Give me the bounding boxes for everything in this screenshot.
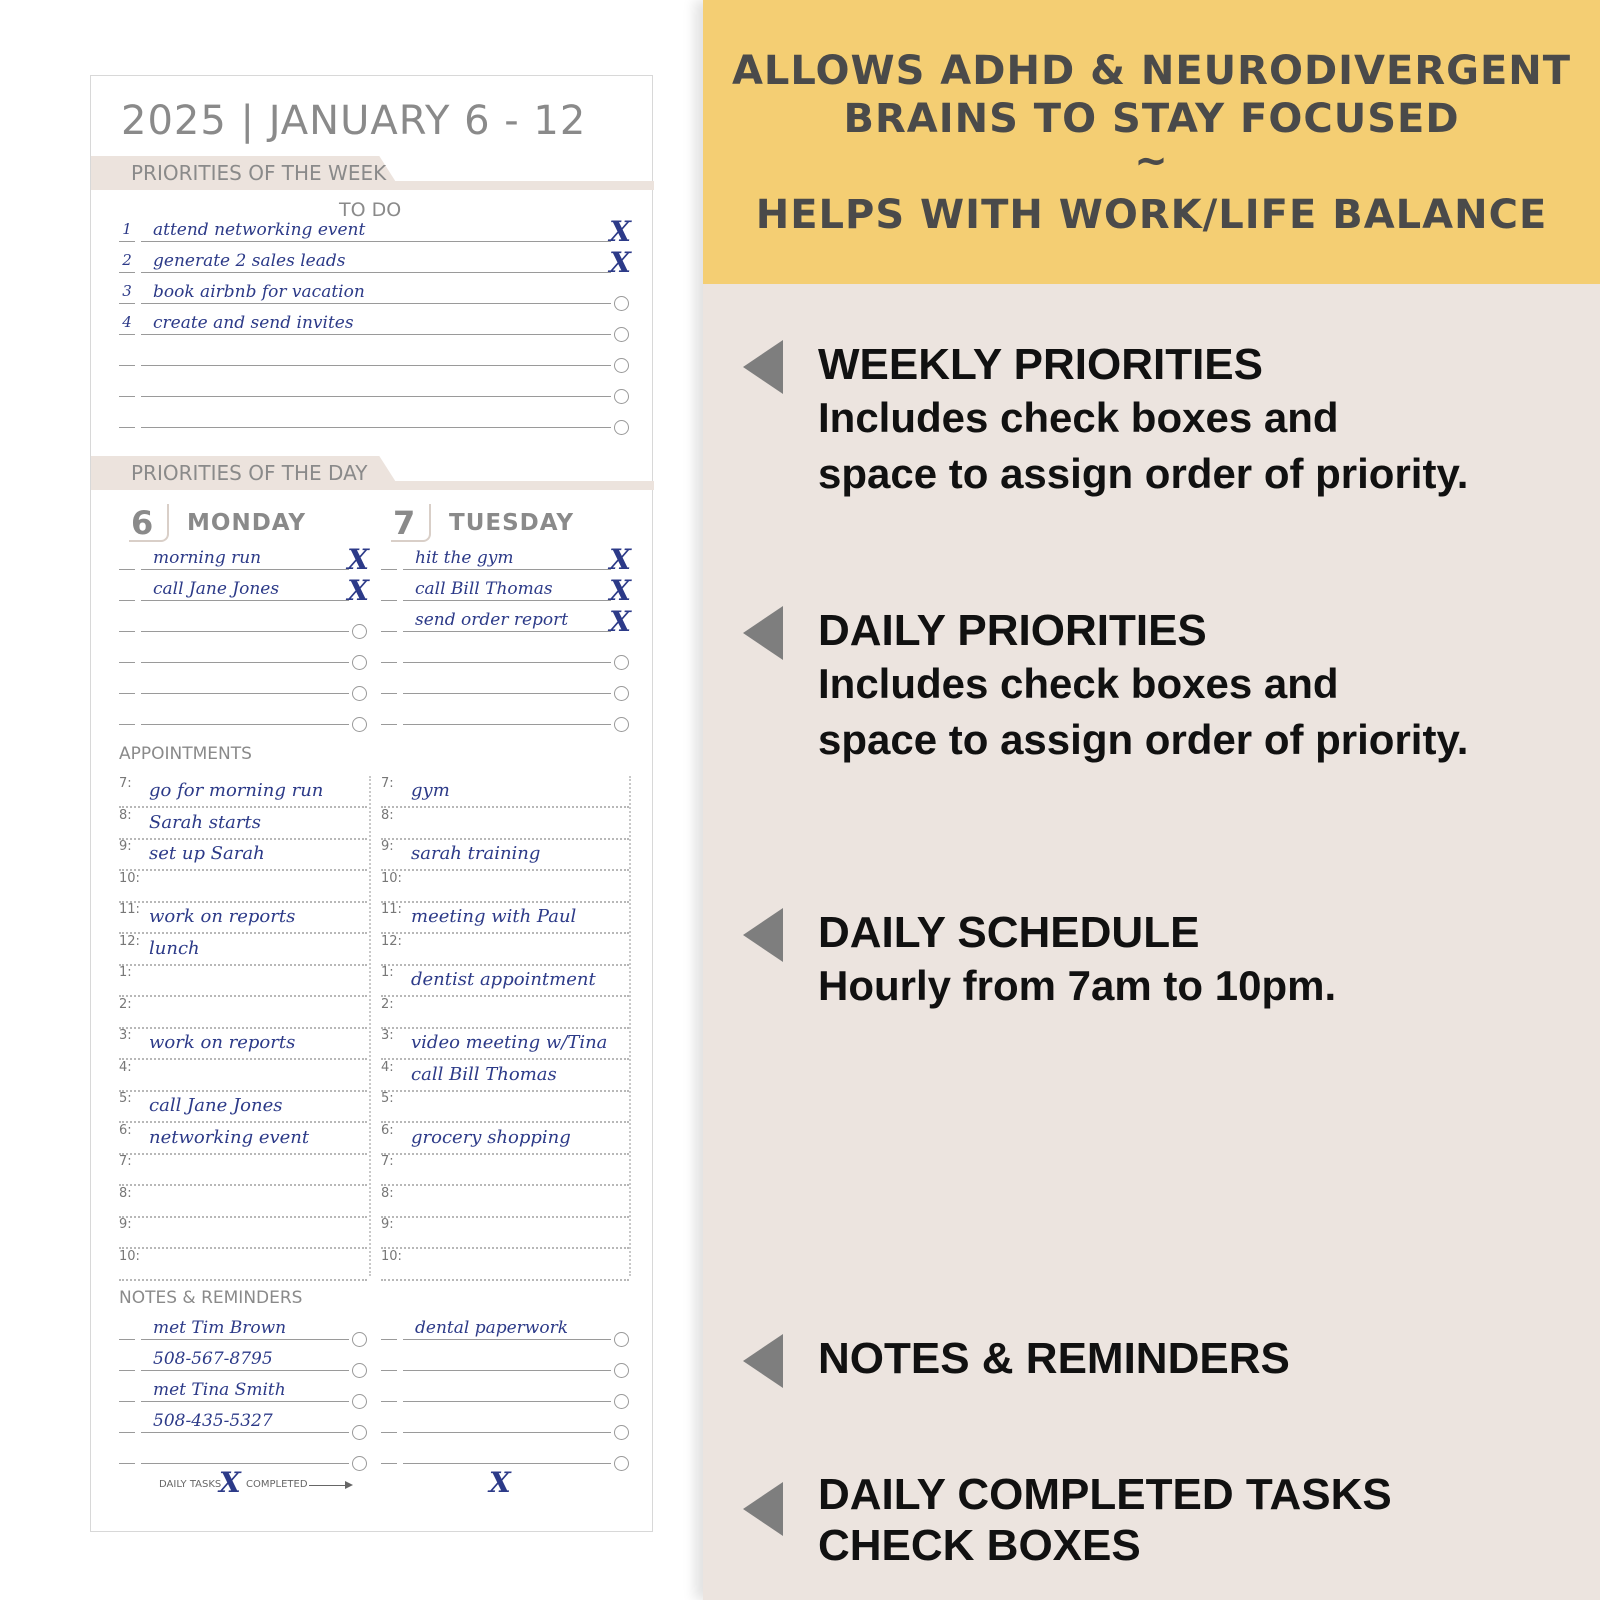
task-text: create and send invites <box>153 313 354 333</box>
task-row <box>119 309 629 339</box>
task-row <box>381 575 629 605</box>
footer-arrowhead-icon <box>345 1481 353 1489</box>
task-text: 508-567-8795 <box>153 1349 273 1369</box>
appointment-slot[interactable] <box>381 776 629 808</box>
task-number-slot <box>381 1349 397 1371</box>
appointment-slot[interactable] <box>119 871 367 903</box>
task-number-slot <box>381 610 397 632</box>
appointment-text: work on reports <box>149 1032 296 1053</box>
task-line <box>403 1463 611 1464</box>
footer-x-mark-icon: X <box>489 1466 511 1499</box>
task-row <box>119 371 629 401</box>
week-priorities-label: PRIORITIES OF THE WEEK <box>131 161 387 185</box>
task-row <box>119 278 629 308</box>
x-mark-icon[interactable]: X <box>347 574 369 607</box>
footer-completed: COMPLETED <box>246 1479 308 1490</box>
task-line <box>403 600 611 601</box>
appointment-slot[interactable] <box>119 1217 367 1249</box>
day-number: 6 <box>129 504 169 542</box>
x-mark-icon[interactable]: X <box>609 605 631 638</box>
appointment-text: go for morning run <box>149 780 324 801</box>
task-text: call Bill Thomas <box>415 579 553 599</box>
feature-title: DAILY SCHEDULE <box>818 908 1200 957</box>
appointment-slot[interactable] <box>381 997 629 1029</box>
appointment-text: grocery shopping <box>411 1126 571 1148</box>
task-row <box>381 1438 629 1468</box>
appointment-slot[interactable] <box>119 1028 367 1060</box>
x-mark-icon[interactable]: X <box>609 543 631 576</box>
hour-label: 12: <box>119 933 140 949</box>
task-row <box>119 699 367 729</box>
hour-label: 7: <box>381 776 394 791</box>
task-row <box>119 606 367 636</box>
day-header-monday <box>119 504 369 544</box>
triangle-left-icon <box>743 340 783 394</box>
task-text: hit the gym <box>415 548 514 568</box>
task-row <box>119 340 629 370</box>
task-row <box>381 1314 629 1344</box>
circle-checkbox-icon[interactable] <box>614 1456 629 1471</box>
x-mark-icon[interactable]: X <box>609 246 631 279</box>
triangle-left-icon <box>743 606 783 660</box>
hour-label: 7: <box>381 1154 394 1169</box>
appointment-slot[interactable] <box>119 997 367 1029</box>
x-mark-icon[interactable]: X <box>347 543 369 576</box>
hour-label: 11: <box>381 902 402 917</box>
task-number-slot <box>119 703 135 725</box>
appointment-text: video meeting w/Tina <box>411 1032 608 1053</box>
task-line <box>403 1339 611 1340</box>
appointment-slot[interactable] <box>119 776 367 808</box>
appointment-slot[interactable] <box>119 1186 367 1218</box>
task-text: generate 2 sales leads <box>153 251 346 271</box>
task-text: send order report <box>415 610 569 630</box>
task-number <box>119 375 135 397</box>
task-number-slot <box>119 548 135 570</box>
task-number-slot <box>119 1318 135 1340</box>
triangle-left-icon <box>743 1482 783 1536</box>
appointment-text: dentist appointment <box>411 969 596 990</box>
appointment-text: call Jane Jones <box>149 1095 283 1116</box>
day-header-tuesday <box>381 504 631 544</box>
footer-daily-tasks: DAILY TASKS <box>159 1479 222 1490</box>
feature-title: WEEKLY PRIORITIES <box>818 340 1263 389</box>
hour-label: 6: <box>119 1122 132 1138</box>
day-number: 7 <box>391 504 431 542</box>
task-number-slot <box>381 641 397 663</box>
task-row <box>119 637 367 667</box>
banner-tilde: ~ <box>1134 138 1169 184</box>
appointment-slot[interactable] <box>381 1249 629 1281</box>
hour-label: 7: <box>119 1154 132 1169</box>
banner-line-1: ALLOWS ADHD & NEURODIVERGENT <box>731 48 1572 94</box>
task-number-slot <box>381 1411 397 1433</box>
task-row <box>381 699 629 729</box>
day-priorities-label: PRIORITIES OF THE DAY <box>131 461 368 485</box>
appointment-slot[interactable] <box>381 1091 629 1123</box>
appointment-text: gym <box>411 780 450 801</box>
column-divider <box>629 776 631 1276</box>
task-line <box>141 1463 349 1464</box>
hour-label: 2: <box>381 996 394 1012</box>
task-line <box>141 662 349 663</box>
appointment-slot[interactable] <box>119 1091 367 1123</box>
hour-label: 10: <box>381 870 402 886</box>
task-number-slot <box>381 1380 397 1402</box>
task-row <box>381 544 629 574</box>
column-divider <box>369 776 371 1276</box>
hour-label: 8: <box>119 1185 132 1201</box>
task-line <box>141 693 349 694</box>
appointment-text: Sarah starts <box>149 811 261 833</box>
circle-checkbox-icon[interactable] <box>614 717 629 732</box>
task-line <box>141 1339 349 1340</box>
task-text: book airbnb for vacation <box>153 282 365 302</box>
circle-checkbox-icon[interactable] <box>614 420 629 435</box>
appointment-slot[interactable] <box>119 808 367 840</box>
task-row <box>119 544 367 574</box>
task-text: met Tina Smith <box>153 1380 286 1400</box>
appointment-slot[interactable] <box>381 1123 629 1155</box>
task-line <box>141 303 611 304</box>
task-line <box>403 1370 611 1371</box>
feature-desc-2: space to assign order of priority. <box>818 716 1469 763</box>
notes-label: NOTES & REMINDERS <box>119 1288 303 1308</box>
x-mark-icon[interactable]: X <box>609 574 631 607</box>
task-number-slot <box>381 1318 397 1340</box>
hour-label: 3: <box>381 1028 394 1043</box>
footer-x-mark-icon: X <box>219 1466 241 1499</box>
feature-desc-1: CHECK BOXES <box>818 1521 1141 1570</box>
task-number: 2 <box>119 251 135 273</box>
triangle-left-icon <box>743 1334 783 1388</box>
task-line <box>141 569 349 570</box>
task-line <box>403 1401 611 1402</box>
task-text: dental paperwork <box>415 1318 568 1338</box>
task-line <box>403 693 611 694</box>
task-line <box>141 396 611 397</box>
feature-desc-1: Includes check boxes and <box>818 660 1339 707</box>
task-line <box>403 631 611 632</box>
feature-desc-1: Includes check boxes and <box>818 394 1339 441</box>
appointment-slot[interactable] <box>381 1060 629 1092</box>
appointment-text: sarah training <box>411 843 541 864</box>
task-number-slot <box>119 610 135 632</box>
appointment-slot[interactable] <box>119 902 367 934</box>
day-priorities-band <box>91 456 654 490</box>
task-row <box>119 216 629 246</box>
appointment-slot[interactable] <box>381 808 629 840</box>
task-number: 1 <box>119 220 135 242</box>
hour-label: 12: <box>381 933 402 949</box>
appointments-label: APPOINTMENTS <box>119 744 252 764</box>
task-line <box>141 334 611 335</box>
task-number-slot <box>119 579 135 601</box>
appointment-slot[interactable] <box>381 934 629 966</box>
feature-title: DAILY COMPLETED TASKS <box>818 1470 1392 1519</box>
hour-label: 10: <box>119 1248 140 1264</box>
triangle-left-icon <box>743 908 783 962</box>
circle-checkbox-icon[interactable] <box>352 1456 367 1471</box>
day-name: MONDAY <box>187 510 307 536</box>
appointment-slot[interactable] <box>119 1060 367 1092</box>
task-number-slot <box>381 1442 397 1464</box>
appointment-slot[interactable] <box>381 1217 629 1249</box>
task-line <box>141 241 611 242</box>
task-line <box>141 600 349 601</box>
appointment-slot[interactable] <box>381 1028 629 1060</box>
task-text: attend networking event <box>153 220 366 240</box>
task-row <box>119 1407 367 1437</box>
task-line <box>403 724 611 725</box>
appointment-slot[interactable] <box>119 1123 367 1155</box>
task-number-slot <box>381 672 397 694</box>
feature-panel <box>703 0 1600 1600</box>
appointment-text: meeting with Paul <box>411 906 577 927</box>
banner <box>703 0 1600 284</box>
hour-label: 11: <box>119 902 140 917</box>
hour-label: 9: <box>119 839 132 854</box>
task-row <box>381 637 629 667</box>
task-number: 3 <box>119 282 135 304</box>
hour-label: 8: <box>381 1185 394 1201</box>
task-line <box>403 569 611 570</box>
task-row <box>119 1438 367 1468</box>
task-number-slot <box>119 1411 135 1433</box>
feature-title: DAILY PRIORITIES <box>818 606 1207 655</box>
hour-label: 9: <box>381 1217 394 1232</box>
task-number-slot <box>119 1380 135 1402</box>
appointment-slot[interactable] <box>381 965 629 997</box>
appointment-slot[interactable] <box>119 1249 367 1281</box>
hour-label: 10: <box>381 1248 402 1264</box>
task-row <box>119 668 367 698</box>
banner-line-3: HELPS WITH WORK/LIFE BALANCE <box>755 192 1548 238</box>
hour-label: 1: <box>119 965 132 980</box>
task-row <box>119 1314 367 1344</box>
hour-label: 6: <box>381 1122 394 1138</box>
task-text: 508-435-5327 <box>153 1411 273 1431</box>
appointment-slot[interactable] <box>119 965 367 997</box>
hour-label: 9: <box>119 1217 132 1232</box>
task-number-slot <box>119 672 135 694</box>
task-number-slot <box>381 579 397 601</box>
appointment-slot[interactable] <box>381 1186 629 1218</box>
task-line <box>141 724 349 725</box>
task-number-slot <box>119 641 135 663</box>
task-row <box>119 1376 367 1406</box>
hour-label: 10: <box>119 870 140 886</box>
feature-desc-1: Hourly from 7am to 10pm. <box>818 962 1337 1009</box>
task-line <box>403 662 611 663</box>
hour-label: 7: <box>119 776 132 791</box>
task-line <box>141 272 611 273</box>
task-row <box>381 668 629 698</box>
task-line <box>141 1370 349 1371</box>
feature-desc-2: space to assign order of priority. <box>818 450 1469 497</box>
task-number-slot <box>119 1349 135 1371</box>
appointment-slot[interactable] <box>381 839 629 871</box>
task-row <box>381 1376 629 1406</box>
task-line <box>141 1401 349 1402</box>
task-row <box>381 606 629 636</box>
task-line <box>141 1432 349 1433</box>
planner-title: 2025 | JANUARY 6 - 12 <box>121 98 587 144</box>
appointment-slot[interactable] <box>119 839 367 871</box>
appointment-text: set up Sarah <box>149 843 265 864</box>
task-number <box>119 406 135 428</box>
appointment-slot[interactable] <box>381 902 629 934</box>
task-text: call Jane Jones <box>153 579 280 599</box>
hour-label: 4: <box>381 1059 394 1075</box>
appointment-column <box>381 776 629 1276</box>
task-row <box>119 247 629 277</box>
feature-title: NOTES & REMINDERS <box>818 1334 1290 1383</box>
banner-line-2: BRAINS TO STAY FOCUSED <box>843 96 1460 142</box>
task-row <box>381 1345 629 1375</box>
appointment-text: networking event <box>149 1126 310 1148</box>
appointment-slot[interactable] <box>381 871 629 903</box>
planner-page <box>90 75 653 1532</box>
task-line <box>141 365 611 366</box>
day-name: TUESDAY <box>449 510 574 536</box>
appointment-text: call Bill Thomas <box>411 1063 557 1085</box>
task-number-slot <box>119 1442 135 1464</box>
task-line <box>141 427 611 428</box>
task-line <box>141 631 349 632</box>
task-number <box>119 344 135 366</box>
task-number-slot <box>381 548 397 570</box>
task-text: met Tim Brown <box>153 1318 287 1338</box>
appointment-column <box>119 776 367 1276</box>
hour-label: 1: <box>381 965 394 980</box>
hour-label: 5: <box>119 1091 132 1106</box>
appointment-text: lunch <box>149 937 200 959</box>
task-row <box>381 1407 629 1437</box>
hour-label: 8: <box>119 807 132 823</box>
hour-label: 4: <box>119 1059 132 1075</box>
appointment-slot[interactable] <box>381 1154 629 1186</box>
hour-label: 5: <box>381 1091 394 1106</box>
appointment-text: work on reports <box>149 906 296 927</box>
circle-checkbox-icon[interactable] <box>352 717 367 732</box>
task-line <box>403 1432 611 1433</box>
footer-arrow-icon <box>309 1485 347 1486</box>
week-priorities-band <box>91 156 654 190</box>
appointment-slot[interactable] <box>119 934 367 966</box>
hour-label: 8: <box>381 807 394 823</box>
todo-label: TO DO <box>339 199 402 221</box>
task-number-slot <box>381 703 397 725</box>
hour-label: 3: <box>119 1028 132 1043</box>
hour-label: 2: <box>119 996 132 1012</box>
task-text: morning run <box>153 548 262 568</box>
task-number: 4 <box>119 313 135 335</box>
hour-label: 9: <box>381 839 394 854</box>
task-row <box>119 1345 367 1375</box>
task-row <box>119 575 367 605</box>
x-mark-icon[interactable]: X <box>609 215 631 248</box>
task-row <box>119 402 629 432</box>
appointment-slot[interactable] <box>119 1154 367 1186</box>
